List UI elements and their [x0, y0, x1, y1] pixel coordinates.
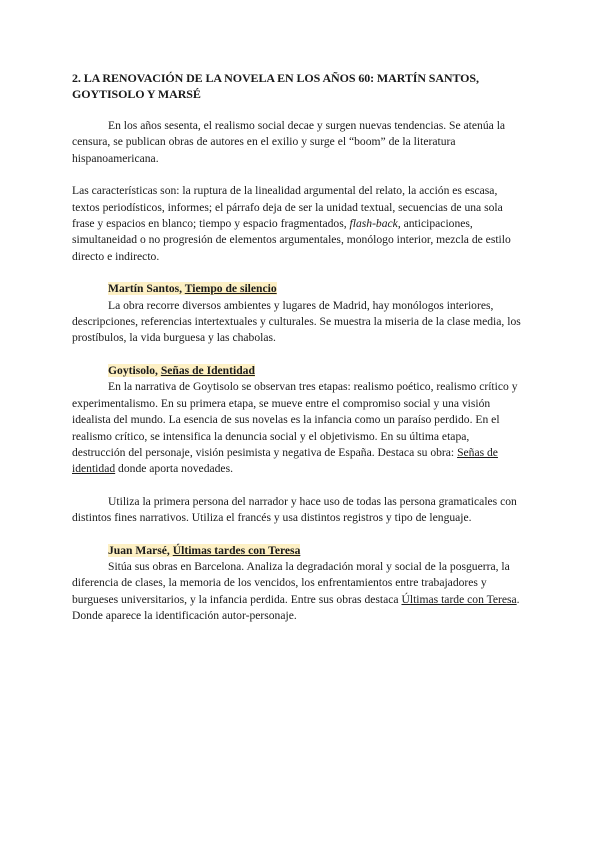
santos-heading-highlight — [108, 282, 277, 295]
goytisolo-paragraph — [72, 379, 522, 477]
characteristics-text-end: , anticipaciones, simultaneidad o no progresión de elementos argumentales, monólogo interior, mezcla de estilo directo e indirecto. — [72, 217, 511, 263]
santos-work: Tiempo de silencio — [184, 282, 277, 296]
goytisolo-author: Goytisolo, — [108, 363, 161, 377]
goytisolo-paragraph-2: Utiliza la primera persona del narrador y hace uso de todas las persona gramaticales con distintos fines narrativos. Utiliza el francés y usa distintos registros y tipo de lenguaje. — [72, 494, 517, 525]
goytisolo-work-link: Señas de identidad — [72, 445, 498, 476]
goytisolo-work: Señas de Identidad — [160, 363, 255, 377]
marse-work-link: Últimas tarde con Teresa — [401, 592, 517, 606]
santos-author: Martín Santos, — [108, 282, 185, 296]
marse-paragraph — [72, 559, 522, 625]
marse-text: Sitúa sus obras en Barcelona. Analiza la degradación moral y social de la posguerra, la diferencia de clases, la memoria de los vencidos, los enfrentamientos entre trabajadores y burgueses universitarios, y la infancia perdida. Entre sus obras destaca — [72, 559, 510, 606]
characteristics-text: Las características son: la ruptura de la linealidad argumental del relato, la acción es escasa, textos periodísticos, informes; el párrafo deja de ser la unidad textual, secuencias de una sola frase y espacios en blanco; tiempo y espacio fragmentados, — [72, 184, 503, 231]
marse-work: Últimas tardes con Teresa — [172, 543, 301, 557]
characteristics-paragraph — [72, 183, 522, 265]
marse-heading — [72, 543, 522, 559]
flashback-term: flash-back — [349, 217, 398, 231]
marse-heading-highlight — [108, 544, 300, 557]
goytisolo-text-end: donde aporta novedades. — [115, 462, 233, 476]
marse-text-end: . Donde aparece la identificación autor-personaje. — [72, 592, 520, 623]
santos-paragraph: La obra recorre diversos ambientes y lugares de Madrid, hay monólogos interiores, descripciones, referencias intertextuales y culturales. Se muestra la miseria de la clase media, los prostíbulos, la vida burguesa y las chabolas. — [72, 298, 521, 345]
page-title: 2. LA RENOVACIÓN DE LA NOVELA EN LOS AÑOS 60: MARTÍN SANTOS, GOYTISOLO Y MARSÉ — [72, 71, 479, 101]
intro-paragraph: En los años sesenta, el realismo social decae y surgen nuevas tendencias. Se atenúa la censura, se publican obras de autores en el exilio y surge el “boom” de la literatura hispanoamericana. — [72, 119, 506, 165]
goytisolo-heading-highlight — [108, 364, 255, 377]
goytisolo-text: En la narrativa de Goytisolo se observan tres etapas: realismo poético, realismo crítico y experimentalismo. En su primera etapa, se mueve entre el compromiso social y una visión idealista del mundo. La esencia de sus novelas es la infancia como un paraíso perdido. En el realismo crítico, se intensifica la denuncia social y el objetivismo. En su última etapa, destrucción del personaje, visión pesimista y negativa de España. Destaca su obra: — [72, 380, 518, 459]
santos-heading — [72, 281, 522, 297]
marse-author: Juan Marsé, — [108, 543, 173, 557]
goytisolo-heading — [72, 363, 522, 379]
